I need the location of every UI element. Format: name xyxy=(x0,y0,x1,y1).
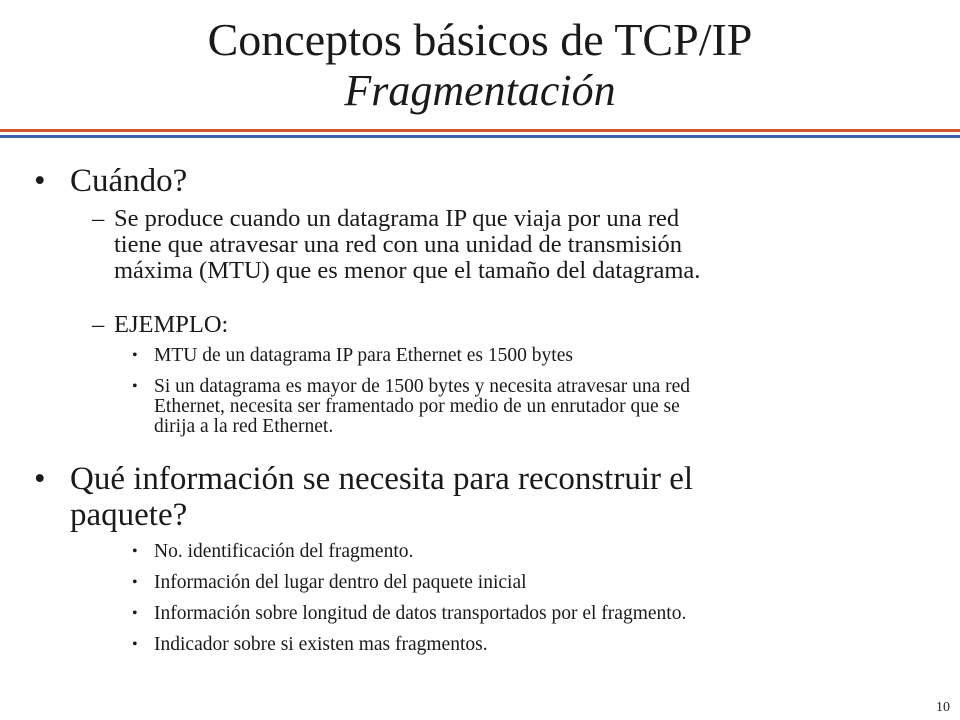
text-line: paquete? xyxy=(70,497,188,533)
item-text: Indicador sobre si existen mas fragmentos. xyxy=(154,634,488,655)
text-line: dirija a la red Ethernet. xyxy=(154,416,334,437)
item-text: Información del lugar dentro del paquete inicial xyxy=(154,572,527,593)
bullet-marker: • xyxy=(132,605,138,622)
bullet-marker: • xyxy=(132,347,138,364)
text-line: Ethernet, necesita ser framentado por medio de un enrutador que se xyxy=(154,396,680,417)
text-line: máxima (MTU) que es menor que el tamaño del datagrama. xyxy=(114,257,701,284)
bullet-marker: • xyxy=(34,461,46,497)
subbullet-text xyxy=(114,206,874,284)
subbullet-text: EJEMPLO: xyxy=(114,311,229,338)
text-line: Si un datagrama es mayor de 1500 bytes y necesita atravesar una red xyxy=(154,376,691,397)
bullet-text: Cuándo? xyxy=(70,163,188,199)
bullet-marker: • xyxy=(34,163,46,199)
dash-marker: – xyxy=(92,205,105,232)
dash-marker: – xyxy=(92,311,105,338)
item-text: No. identificación del fragmento. xyxy=(154,541,414,562)
page-number: 10 xyxy=(936,700,950,715)
bullet-marker: • xyxy=(132,636,138,653)
bullet-marker: • xyxy=(132,378,138,395)
slide-subtitle: Fragmentación xyxy=(344,66,616,115)
text-line: Se produce cuando un datagrama IP que viaja por una red xyxy=(114,205,680,232)
bullet-marker: • xyxy=(132,574,138,591)
bullet-text xyxy=(70,461,870,533)
bullet-marker: • xyxy=(132,543,138,560)
text-line: tiene que atravesar una red con una unidad de transmisión xyxy=(114,231,683,258)
item-text xyxy=(154,377,894,437)
text-line: Qué información se necesita para reconstruir el xyxy=(70,461,694,497)
item-text: MTU de un datagrama IP para Ethernet es 1500 bytes xyxy=(154,345,573,366)
slide-title: Conceptos básicos de TCP/IP xyxy=(207,14,753,65)
item-text: Información sobre longitud de datos transportados por el fragmento. xyxy=(154,603,687,624)
